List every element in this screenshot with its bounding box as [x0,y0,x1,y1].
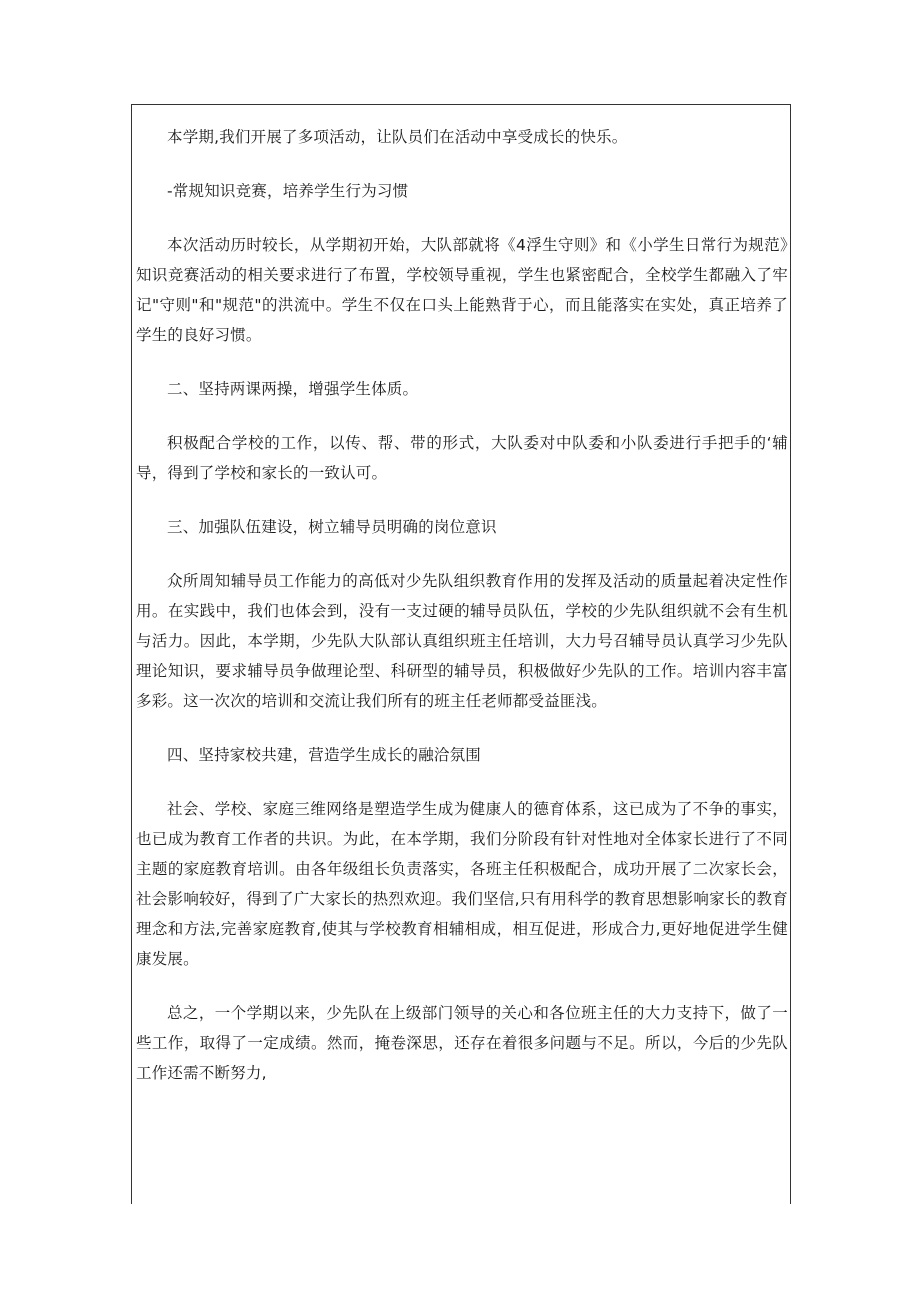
section-heading-3: 三、加强队伍建设，树立辅导员明确的岗位意识 [167,518,497,536]
paragraph-summary: 总之，一个学期以来，少先队在上级部门领导的关心和各位班主任的大力支持下，做了一些工作，取得了一定成绩。然而，掩卷深思，还存在着很多问题与不足。所以，今后的少先队工作还需不断努力, [136,1004,788,1082]
paragraph-body-1: 本次活动历时较长，从学期初开始，大队部就将《4浮生守则》和《小学生日常行为规范》知识竞赛活动的相关要求进行了布置，学校领导重视，学生也紧密配合，全校学生都融入了牢记"守则"和"规范"的洪流中。学生不仅在口头上能熟背于心，而且能落实在实处，真正培养了学生的良好习惯。 [136,236,788,344]
section-heading-1: -常规知识竞赛，培养学生行为习惯 [167,182,409,200]
paragraph-body-4: 社会、学校、家庭三维网络是塑造学生成为健康人的德育体系，这已成为了不争的事实，也已成为教育工作者的共识。为此，在本学期，我们分阶段有针对性地对全体家长进行了不同主题的家庭教育培训。由各年级组长负责落实，各班主任积极配合，成功开展了二次家长会，社会影响较好，得到了广大家长的热烈欢迎。我们坚信,只有用科学的教育思想影响家长的教育理念和方法,完善家庭教育,使其与学校教育相辅相成，相互促进，形成合力,更好地促进学生健康发展。 [136,800,788,968]
section-heading-4: 四、坚持家校共建，营造学生成长的融洽氛围 [167,746,482,764]
document-body [136,122,788,1112]
paragraph-body-2: 积极配合学校的工作，以传、帮、带的形式，大队委对中队委和小队委进行手把手的‘辅导，得到了学校和家长的一致认可。 [136,434,788,482]
paragraph-intro: 本学期,我们开展了多项活动，让队员们在活动中享受成长的快乐。 [167,128,628,146]
section-heading-2: 二、坚持两课两操，增强学生体质。 [167,380,419,398]
paragraph-body-3: 众所周知辅导员工作能力的高低对少先队组织教育作用的发挥及活动的质量起着决定性作用。在实践中，我们也体会到，没有一支过硬的辅导员队伍，学校的少先队组织就不会有生机与活力。因此，本学期，少先队大队部认真组织班主任培训，大力号召辅导员认真学习少先队理论知识，要求辅导员争做理论型、科研型的辅导员，积极做好少先队的工作。培训内容丰富多彩。这一次次的培训和交流让我们所有的班主任老师都受益匪浅。 [136,572,788,710]
